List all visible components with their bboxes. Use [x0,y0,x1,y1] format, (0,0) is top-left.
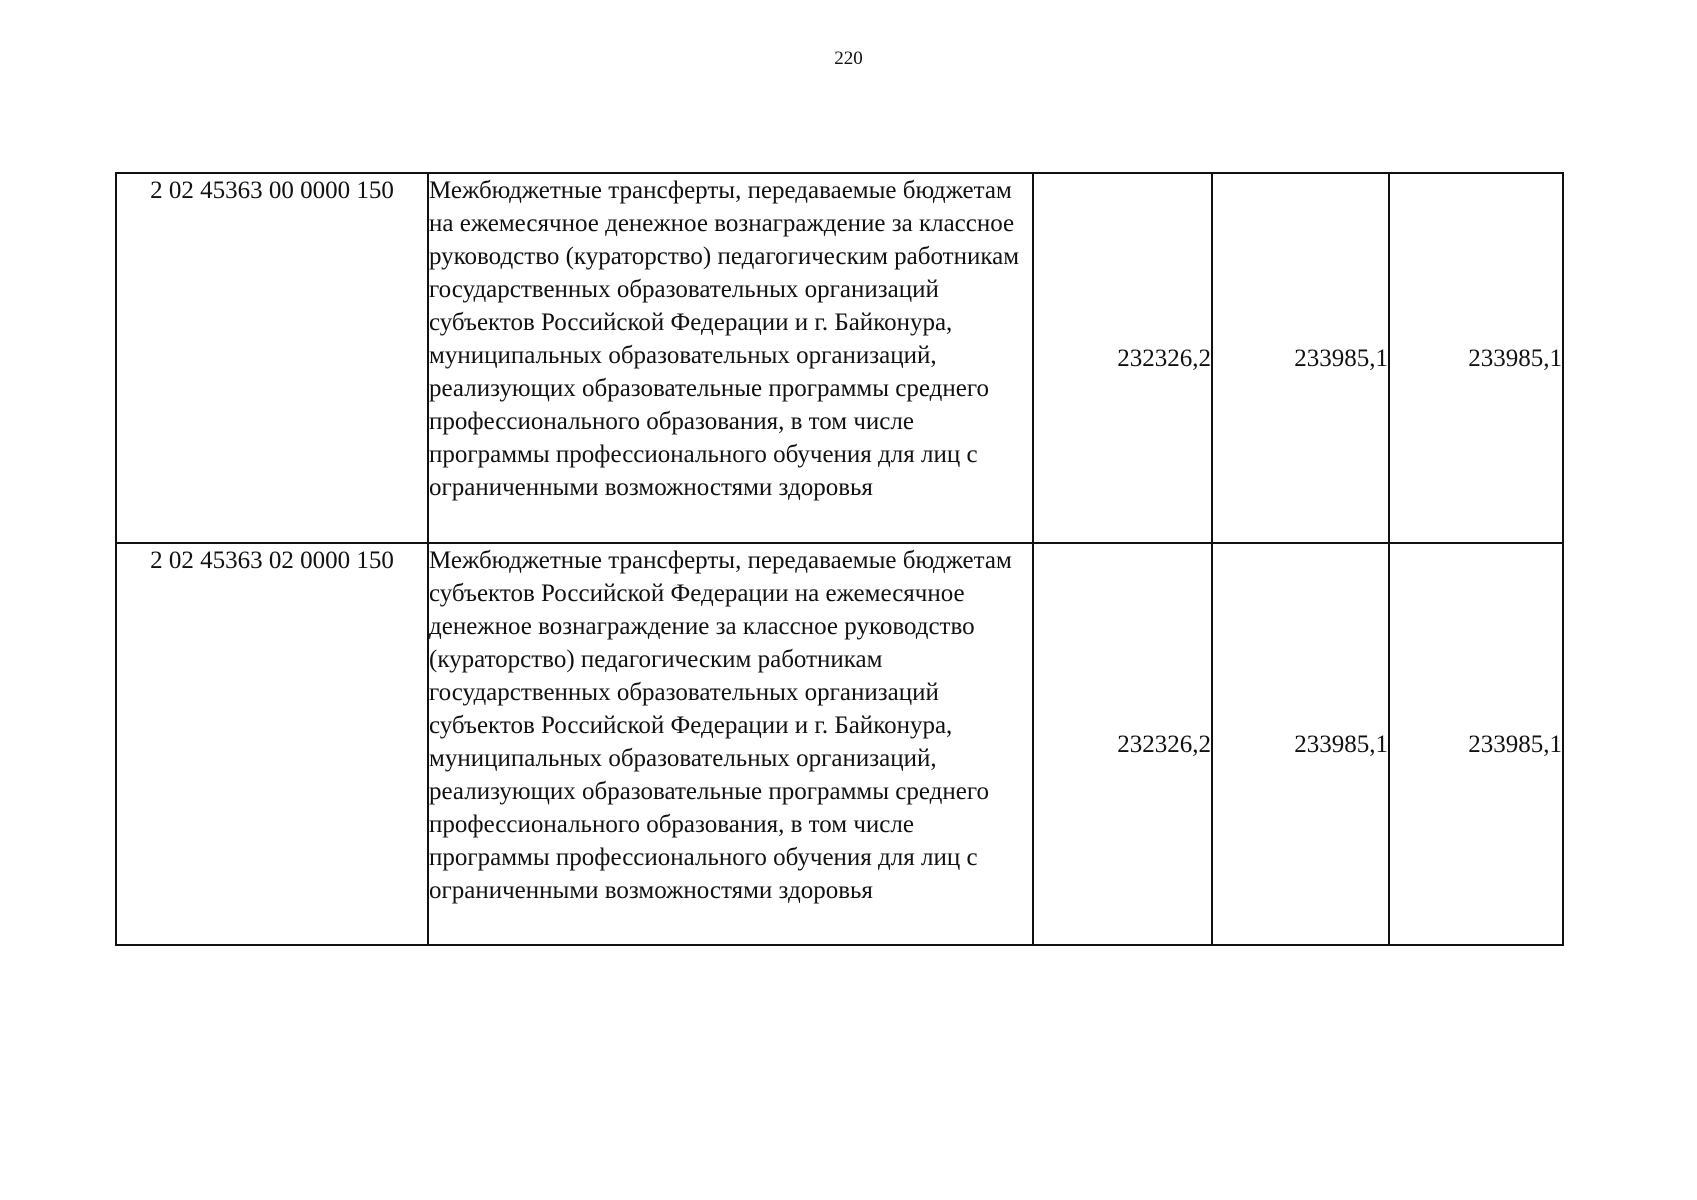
table-row [116,543,1563,945]
budget-code-cell: 2 02 45363 02 0000 150 [116,543,428,945]
amount-cell-year-1: 232326,2 [1033,543,1212,945]
amount-cell-year-3: 233985,1 [1389,543,1563,945]
amount-cell-year-2: 233985,1 [1212,173,1389,543]
page-number: 220 [834,48,863,69]
budget-table [115,172,1564,946]
description-cell: Межбюджетные трансферты, передаваемые бюджетам на ежемесячное денежное вознаграждение за классное руководство (кураторство) педагогическим работникам государственных образовательных организаций субъектов Российской Федерации и г. Байконура, муниципальных образовательных организаций, реализующих образовательные программы среднего профессионального образования, в том числе программы профессионального обучения для лиц с ограниченными возможностями здоровья [428,173,1033,543]
amount-cell-year-3: 233985,1 [1389,173,1563,543]
budget-code-cell: 2 02 45363 00 0000 150 [116,173,428,543]
description-cell: Межбюджетные трансферты, передаваемые бюджетам субъектов Российской Федерации на ежемесячное денежное вознаграждение за классное руководство (кураторство) педагогическим работникам государственных образовательных организаций субъектов Российской Федерации и г. Байконура, муниципальных образовательных организаций, реализующих образовательные программы среднего профессионального образования, в том числе программы профессионального обучения для лиц с ограниченными возможностями здоровья [428,543,1033,945]
amount-cell-year-1: 232326,2 [1033,173,1212,543]
table-row [116,173,1563,543]
amount-cell-year-2: 233985,1 [1212,543,1389,945]
